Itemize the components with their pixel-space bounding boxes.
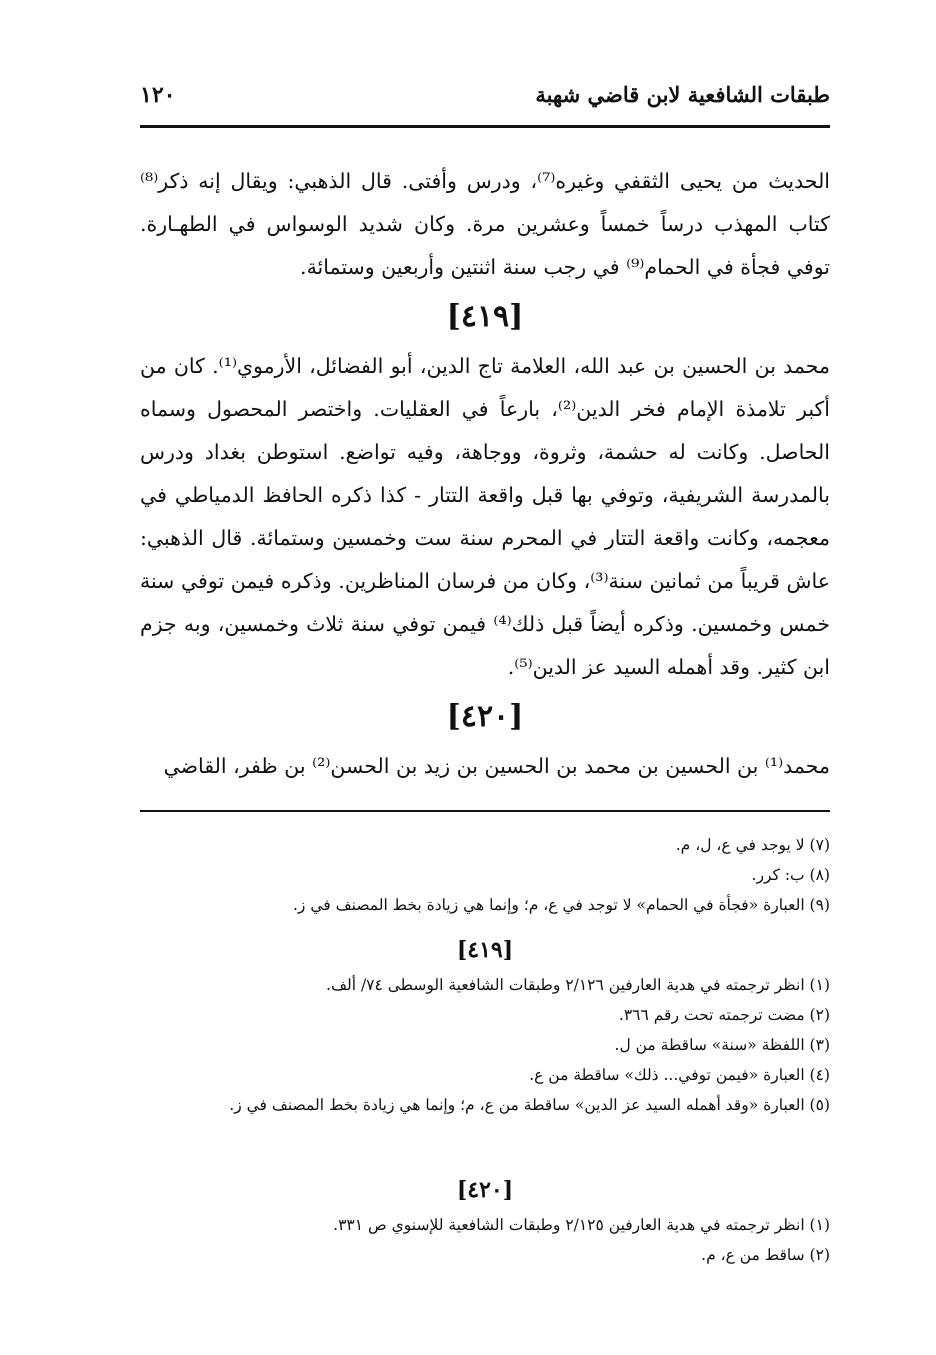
paragraph-biography-419: محمد بن الحسين بن عبد الله، العلامة تاج الدين، أبو الفضائل، الأرموي⁽¹⁾. كان من أكبر تلامذة الإمام فخر الدين⁽²⁾، بارعاً في العقليات. واختصر المحصول وسماه الحاصل. وكانت له حشمة، وثروة، ووجاهة، وفيه تواضع. استوطن بغداد ودرس بالمدرسة الشريفية، وتوفي بها قبل واقعة التتار - كذا ذكره الحافظ الدمياطي في معجمه، وكانت واقعة التتار في المحرم سنة ست وخمسين وستمائة. قال الذهبي: عاش قريباً من ثمانين سنة⁽³⁾، وكان من فرسان المناظرين. وذكره فيمن توفي سنة خمس وخمسين. وذكره أيضاً قبل ذلك⁽⁴⁾ فيمن توفي سنة ثلاث وخمسين، وبه جزم ابن كثير. وقد أهمله السيد عز الدين⁽⁵⁾.: [140, 354, 831, 679]
footnote: (٧) لا يوجد في ع، ل، م.: [675, 836, 830, 854]
footnote: (١) انظر ترجمته في هدية العارفين ٢/١٢٥ وطبقات الشافعية للإسنوي ص ٣٣١.: [333, 1216, 830, 1234]
footnote: (١) انظر ترجمته في هدية العارفين ٢/١٢٦ وطبقات الشافعية الوسطى ٧٤/ ألف.: [326, 976, 830, 994]
footnotes-entry-419: [140, 930, 830, 1120]
page-header: [140, 82, 830, 122]
footnote-heading-419: [٤١٩]: [456, 937, 514, 963]
main-text: [140, 160, 830, 788]
running-title: طبقات الشافعية لابن قاضي شهبة: [535, 82, 830, 107]
footnote: (٨) ب: كرر.: [751, 866, 830, 884]
footnotes-previous-entry: [140, 830, 830, 920]
footnotes-entry-420: [140, 1170, 830, 1270]
footnote-heading-420: [٤٢٠]: [456, 1177, 514, 1203]
page-number: ١٢٠: [140, 82, 176, 108]
entry-number-420: [٤٢٠]: [446, 699, 524, 734]
paragraph-continuation: الحديث من يحيى الثقفي وغيره⁽⁷⁾، ودرس وأفتى. قال الذهبي: ويقال إنه ذكر⁽⁸⁾ كتاب المهذب درساً خمساً وعشرين مرة. وكان شديد الوسواس في الطهـارة. توفي فجأة في الحمام⁽⁹⁾ في رجب سنة اثنتين وأربعين وستمائة.: [140, 169, 831, 279]
footnote-rule: [140, 810, 830, 812]
footnote: (٩) العبارة «فجأة في الحمام» لا توجد في ع، م؛ وإنما هي زيادة بخط المصنف في ز.: [293, 896, 830, 914]
header-rule: [140, 125, 830, 128]
footnote: (٥) العبارة «وقد أهمله السيد عز الدين» ساقطة من ع، م؛ وإنما هي زيادة بخط المصنف في ز.: [229, 1096, 830, 1114]
footnote: (٢) مضت ترجمته تحت رقم ٣٦٦.: [618, 1006, 830, 1024]
paragraph-biography-420: محمد⁽¹⁾ بن الحسين بن محمد بن الحسين بن زيد بن الحسن⁽²⁾ بن ظفر، القاضي: [163, 754, 830, 778]
footnote: (٢) ساقط من ع، م.: [701, 1246, 830, 1264]
footnote: (٣) اللفظة «سنة» ساقطة من ل.: [614, 1036, 830, 1054]
footnote: (٤) العبارة «فيمن توفي... ذلك» ساقطة من ع.: [529, 1066, 830, 1084]
entry-number-419: [٤١٩]: [446, 299, 524, 334]
